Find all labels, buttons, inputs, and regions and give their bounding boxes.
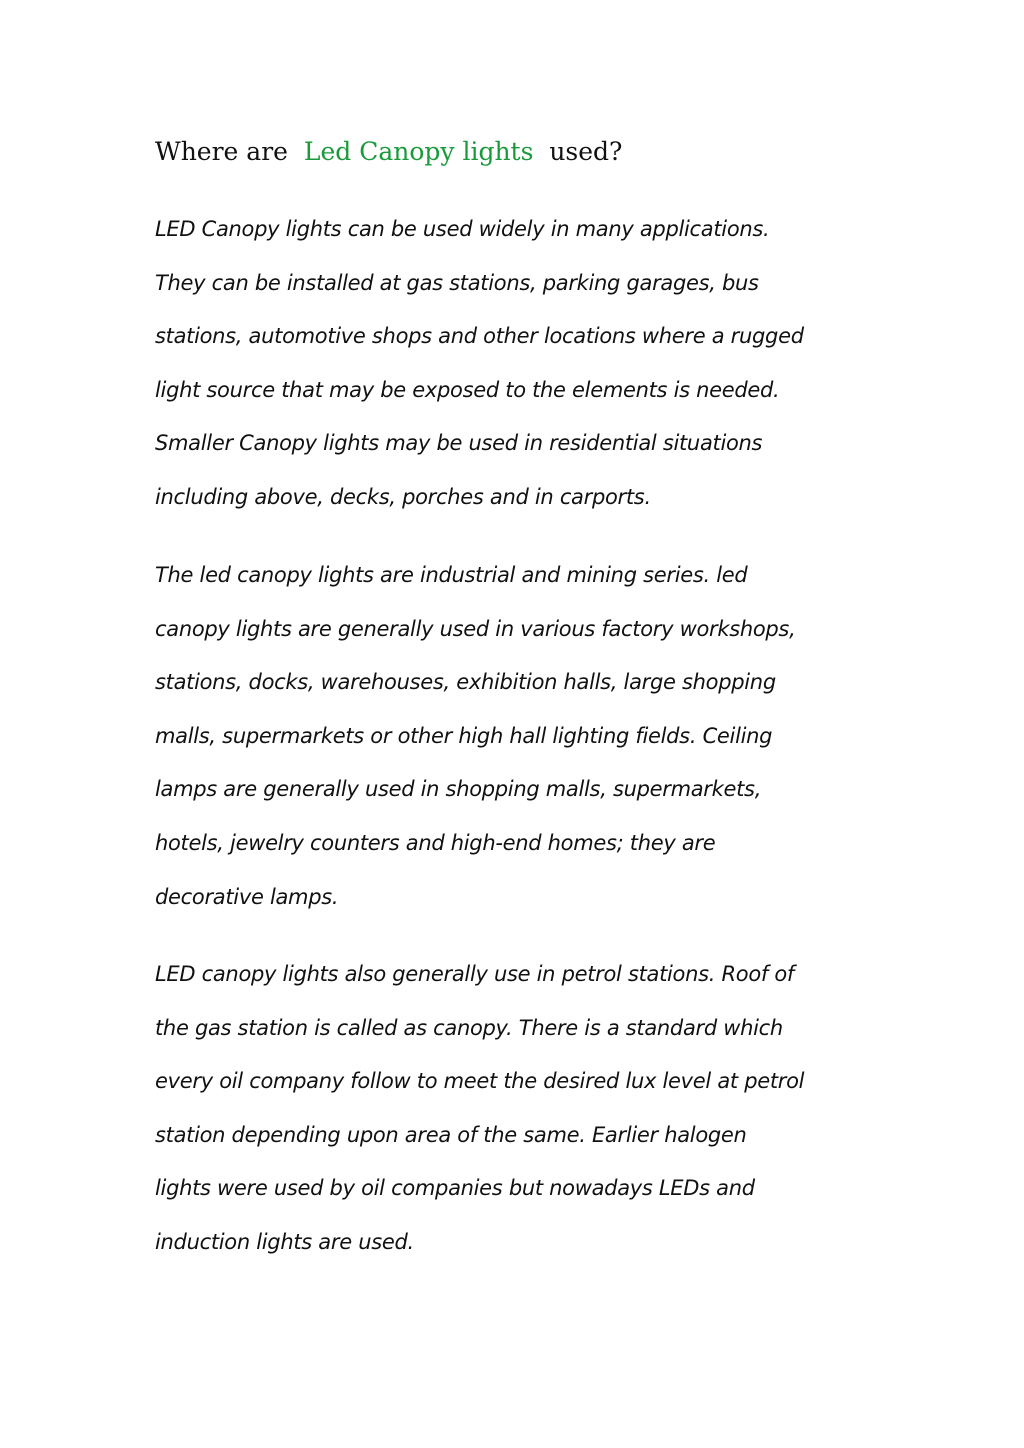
text-line: including above, decks, porches and in carports. [155, 484, 651, 509]
text-line: canopy lights are generally used in various factory workshops, [155, 616, 796, 641]
text-line: lights were used by oil companies but nowadays LEDs and [155, 1176, 755, 1201]
canopy-lights-link[interactable]: Led Canopy lights [303, 137, 534, 166]
page-title [155, 128, 622, 176]
text-line: the gas station is called as canopy. There is a standard which [155, 1015, 783, 1040]
text-line: malls, supermarkets or other high hall lighting fields. Ceiling [155, 723, 773, 748]
text-line: stations, docks, warehouses, exhibition halls, large shopping [155, 670, 776, 695]
text-line: They can be installed at gas stations, parking garages, bus [155, 270, 759, 295]
paragraph-petrol-stations [155, 948, 885, 1270]
title-prefix: Where are [155, 137, 296, 166]
paragraph-industrial-series [155, 549, 885, 924]
text-line: induction lights are used. [155, 1229, 414, 1254]
text-line: every oil company follow to meet the desired lux level at petrol [155, 1069, 805, 1094]
text-line: LED Canopy lights can be used widely in many applications. [155, 217, 770, 241]
paragraph-applications [155, 203, 885, 525]
title-suffix: used? [541, 137, 623, 166]
text-line: The led canopy lights are industrial and mining series. led [155, 563, 748, 587]
text-line: stations, automotive shops and other locations where a rugged [155, 324, 804, 349]
text-line: decorative lamps. [155, 884, 339, 909]
text-line: lamps are generally used in shopping malls, supermarkets, [155, 777, 762, 802]
text-line: hotels, jewelry counters and high-end homes; they are [155, 830, 716, 855]
text-line: station depending upon area of the same. Earlier halogen [155, 1122, 747, 1147]
text-line: light source that may be exposed to the elements is needed. [155, 377, 780, 402]
text-line: Smaller Canopy lights may be used in residential situations [155, 431, 763, 456]
text-line: LED canopy lights also generally use in petrol stations. Roof of [155, 962, 794, 986]
